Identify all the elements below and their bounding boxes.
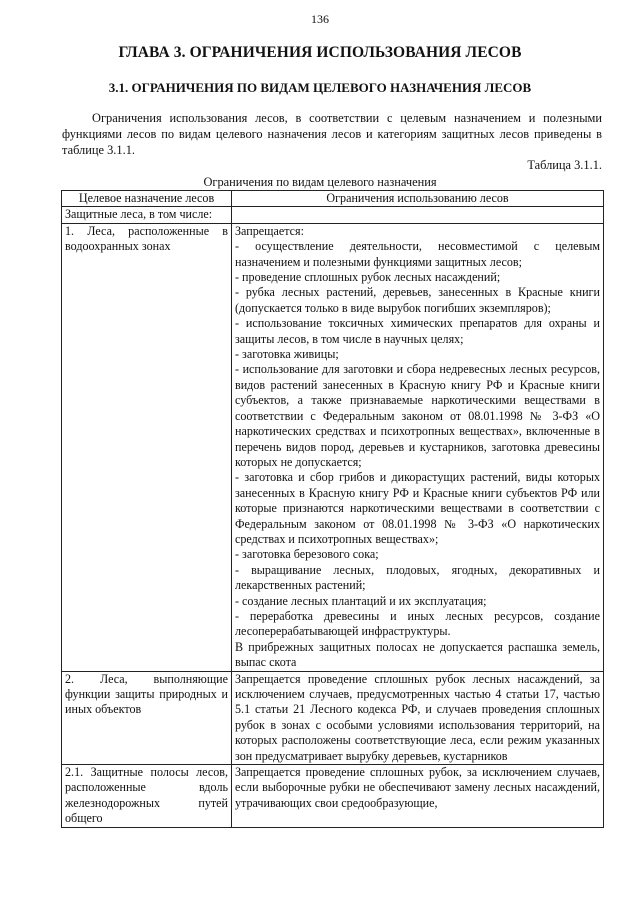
- restriction-line: Запрещается проведение сплошных рубок, за исключением случаев, если выборочные рубки не обеспечивают замену лесных насаждений, утрачивающих свои средообразующие,: [235, 765, 600, 810]
- group-empty-cell: [232, 207, 604, 223]
- purpose-cell: 2.1. Защитные полосы лесов, расположенные вдоль железнодорожных путей общего: [62, 765, 232, 828]
- page-number: 136: [311, 12, 329, 26]
- restriction-line: - проведение сплошных рубок лесных насаждений;: [235, 270, 501, 285]
- restriction-line: - заготовка живицы;: [235, 347, 339, 362]
- group-label: Защитные леса, в том числе:: [62, 207, 232, 223]
- header-restrictions: Ограничения использованию лесов: [232, 191, 604, 207]
- restriction-line: - использование токсичных химических препаратов для охраны и защиты лесов, в том числе в научных целях;: [235, 316, 600, 346]
- header-purpose: Целевое назначение лесов: [62, 191, 232, 207]
- restriction-line: Запрещается:: [235, 223, 304, 238]
- restriction-line: Запрещается проведение сплошных рубок лесных насаждений, за исключением случаев, предусмотренных частью 4 статьи 17, частью 5.1 статьи 21 Лесного кодекса РФ, и случаев проведения сплошных рубок в зонах с особыми условиями использования территорий, на которых расположены соответствующие леса, если режим указанных зон предусматривает вырубку деревьев, кустарников: [235, 671, 600, 763]
- table-row: [62, 223, 604, 671]
- section-title: 3.1. ОГРАНИЧЕНИЯ ПО ВИДАМ ЦЕЛЕВОГО НАЗНАЧЕНИЯ ЛЕСОВ: [108, 80, 532, 95]
- restrictions-cell: [232, 765, 604, 828]
- purpose-cell: 1. Леса, расположенные в водоохранных зонах: [62, 223, 232, 671]
- table-caption: Таблица 3.1.1.: [527, 158, 602, 172]
- restriction-line: - использование для заготовки и сбора недревесных лесных ресурсов, видов растений занесенных в Красную книгу РФ и Красные книги субъектов, а также признаваемые наркотическими веществами в соответствии с Федеральным законом от 08.01.1998 № 3-ФЗ «О наркотических средствах и психотропных веществах», включенные в перечень видов пород, деревьев и кустарников, заготовка древесины которых не допускается;: [235, 362, 600, 469]
- restriction-line: - заготовка березового сока;: [235, 547, 379, 562]
- restriction-line: В прибрежных защитных полосах не допускается распашка земель, выпас скота: [235, 639, 600, 670]
- table-group-row: [62, 207, 604, 223]
- restrictions-cell: [232, 671, 604, 764]
- purpose-cell: 2. Леса, выполняющие функции защиты природных и иных объектов: [62, 671, 232, 764]
- restriction-line: - выращивание лесных, плодовых, ягодных, декоративных и лекарственных растений;: [235, 562, 600, 593]
- restrictions-table: [61, 190, 604, 828]
- table-row: [62, 765, 604, 828]
- restriction-line: - создание лесных плантаций и их эксплуатация;: [235, 593, 487, 608]
- restriction-line: - рубка лесных растений, деревьев, занесенных в Красные книги (допускается только в виде вырубок погибших экземпляров);: [235, 285, 600, 315]
- table-title: Ограничения по видам целевого назначения: [203, 175, 437, 189]
- restriction-line: - заготовка и сбор грибов и дикорастущих растений, виды которых занесенных в Красную книгу РФ и Красные книги субъектов РФ или которые признаются наркотическими веществами в соответствии с Федеральным законом от 08.01.1998 № 3-ФЗ «О наркотических средствах и психотропных веществах»;: [235, 470, 600, 546]
- restrictions-cell: [232, 223, 604, 671]
- table-row: [62, 671, 604, 764]
- restriction-line: - осуществление деятельности, несовместимой с целевым назначением и полезными функциями защитных лесов;: [235, 239, 600, 269]
- table-header-row: [62, 191, 604, 207]
- intro-paragraph: Ограничения использования лесов, в соответствии с целевым назначением и полезными функциями лесов по видам целевого назначения лесов и категориям защитных лесов приведены в таблице 3.1.1.: [62, 111, 602, 157]
- restriction-line: - переработка древесины и иных лесных ресурсов, создание лесоперерабатывающей инфраструктуры.: [235, 608, 600, 639]
- chapter-title: ГЛАВА 3. ОГРАНИЧЕНИЯ ИСПОЛЬЗОВАНИЯ ЛЕСОВ: [118, 44, 522, 61]
